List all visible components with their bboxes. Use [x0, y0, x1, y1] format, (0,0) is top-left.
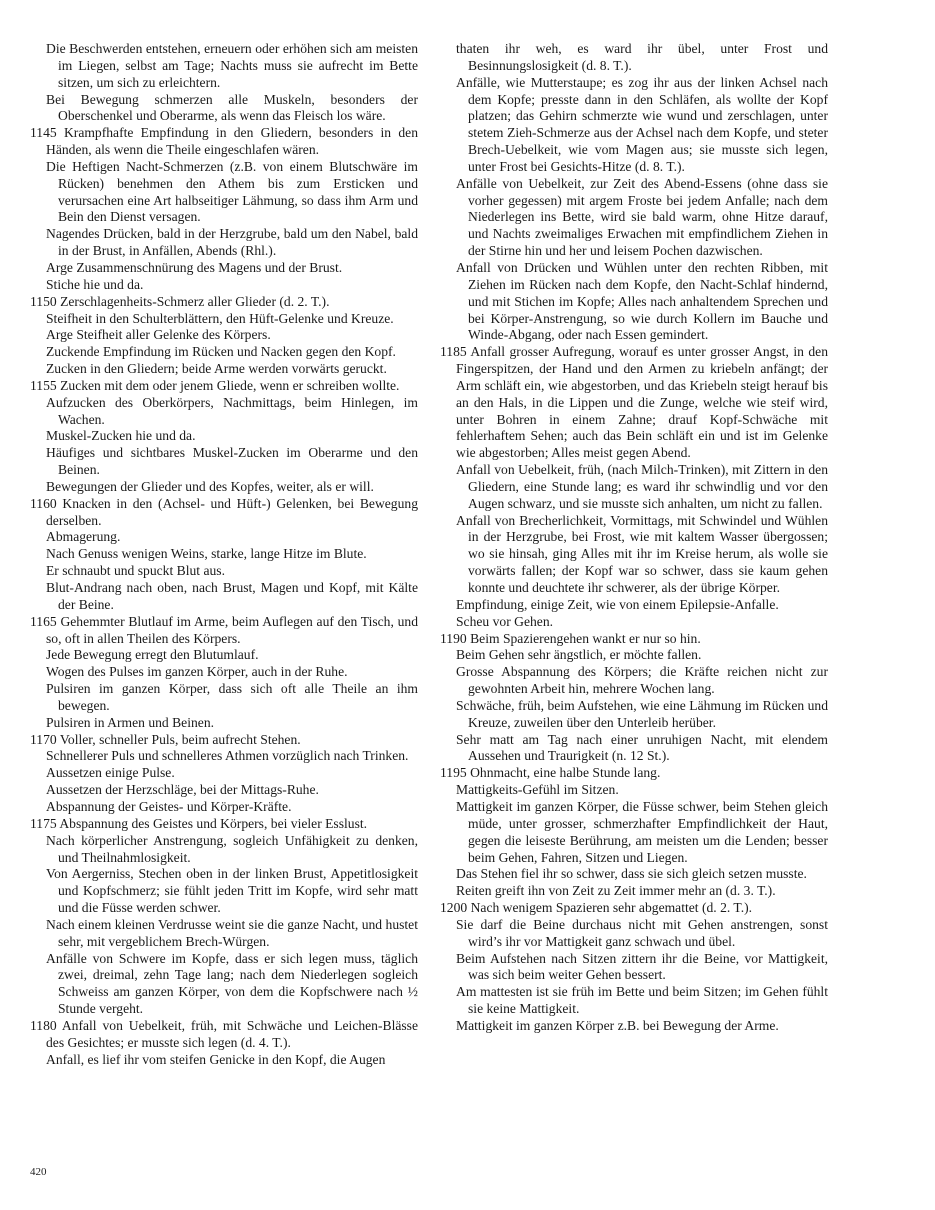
symptom-entry: [30, 580, 418, 614]
page-number: 420: [30, 1166, 47, 1178]
symptom-entry: [440, 698, 828, 732]
entry-text: Gehemmter Blutlauf im Arme, beim Auflegen auf den Tisch, und so, oft in allen Theilen des Körpers.: [46, 613, 419, 646]
symptom-entry: [30, 226, 418, 260]
entry-text: Anfälle von Uebelkeit, zur Zeit des Abend-Essens (ohne dass sie vorher gegessen) mit argem Froste bei jedem Anfalle; nach dem Niederlegen ins Bette, wird sie bald warm, ohne Hitze darauf, und Nachts zweimaliges Erwachen mit empfindlichem Ziehen in der Stirne hin und her und leisem Pochen dazwischen.: [456, 175, 828, 259]
entry-text: Sehr matt am Tag nach einer unruhigen Nacht, mit elendem Aussehen und Traurigkeit (n. 12 St.).: [456, 731, 828, 764]
entry-text: Zuckende Empfindung im Rücken und Nacken gegen den Kopf.: [46, 344, 396, 360]
symptom-entry: [440, 664, 828, 698]
entry-text: Pulsiren im ganzen Körper, dass sich oft alle Theile an ihm bewegen.: [46, 681, 418, 713]
entry-text: Aussetzen der Herzschläge, bei der Mittags-Ruhe.: [46, 782, 319, 798]
entry-text: Abspannung der Geistes- und Körper-Kräfte.: [46, 798, 292, 814]
entry-text: Reiten greift ihn von Zeit zu Zeit immer mehr an (d. 3. T.).: [456, 883, 776, 899]
entry-number: 1150: [30, 293, 57, 309]
entry-text: Voller, schneller Puls, beim aufrecht Stehen.: [59, 731, 301, 747]
symptom-entry: [30, 479, 418, 496]
symptom-entry: [440, 647, 828, 664]
symptom-entry: [440, 951, 828, 985]
entry-text: thaten ihr weh, es ward ihr übel, unter Frost und Besinnungslosigkeit (d. 8. T.).: [456, 41, 828, 73]
entry-text: Knacken in den (Achsel- und Hüft-) Gelenken, bei Bewegung derselben.: [46, 495, 418, 528]
entry-text: Anfall von Uebelkeit, früh, mit Schwäche und Leichen-Blässe des Gesichtes; er musste sich legen (d. 4. T.).: [46, 1017, 418, 1050]
entry-text: Ohnmacht, eine halbe Stunde lang.: [470, 765, 661, 781]
symptom-entry: [30, 546, 418, 563]
symptom-entry: [30, 159, 418, 226]
entry-text: Arge Zusammenschnürung des Magens und der Brust.: [46, 259, 343, 275]
entry-text: Mattigkeit im ganzen Körper, die Füsse schwer, beim Stehen gleich müde, unter grosser, schmerzhafter Empfindlichkeit der Haut, gegen die leiseste Berührung, am meisten um die Lenden; besser beim Gehen, Fahren, Sitzen und Liegen.: [456, 798, 828, 865]
symptom-entry: [440, 597, 828, 614]
symptom-entry: [30, 799, 418, 816]
symptom-entry: [440, 799, 828, 866]
entry-text: Die Beschwerden entstehen, erneuern oder erhöhen sich am meisten im Liegen, selbst am Tage; Nachts muss sie aufrecht im Bette sitzen, um sich zu erleichtern.: [46, 41, 418, 90]
symptom-entry: [30, 765, 418, 782]
symptom-entry: [30, 1052, 418, 1069]
symptom-entry: [30, 833, 418, 867]
entry-text: Blut-Andrang nach oben, nach Brust, Magen und Kopf, mit Kälte der Beine.: [46, 580, 418, 612]
symptom-entry: [440, 732, 828, 766]
symptom-entry: [440, 176, 828, 260]
symptom-entry: [30, 445, 418, 479]
entry-text: Empfindung, einige Zeit, wie von einem Epilepsie-Anfalle.: [456, 596, 779, 612]
symptom-entry: [30, 41, 418, 92]
symptom-entry: [30, 563, 418, 580]
entry-text: Abmagerung.: [46, 529, 121, 545]
entry-number: 1185: [440, 344, 467, 360]
entry-text: Bei Bewegung schmerzen alle Muskeln, besonders der Oberschenkel und Oberarme, als wenn das Fleisch los wäre.: [46, 91, 418, 124]
symptom-entry: [30, 496, 418, 530]
symptom-entry: [30, 395, 418, 429]
entry-text: Stiche hie und da.: [46, 276, 144, 292]
entry-text: Krampfhafte Empfindung in den Gliedern, besonders in den Händen, als wenn die Theile eingeschlafen wären.: [46, 125, 418, 158]
entry-text: Er schnaubt und spuckt Blut aus.: [46, 563, 225, 579]
symptom-entry: [30, 92, 418, 126]
right-column: [440, 41, 828, 1035]
entry-text: Bewegungen der Glieder und des Kopfes, weiter, als er will.: [46, 478, 374, 494]
symptom-entry: [440, 631, 828, 648]
entry-text: Anfall, es lief ihr vom steifen Genicke in den Kopf, die Augen: [46, 1051, 386, 1067]
entry-number: 1160: [30, 495, 57, 511]
symptom-entry: [440, 917, 828, 951]
entry-text: Von Aergerniss, Stechen oben in der linken Brust, Appetitlosigkeit und Kopfschmerz; sie fühlt jeden Tritt im Kopfe, wird sehr matt und die Füsse werden schwer.: [46, 866, 418, 916]
entry-text: Arge Steifheit aller Gelenke des Körpers.: [46, 327, 271, 343]
symptom-entry: [30, 647, 418, 664]
symptom-entry: [440, 344, 828, 462]
entry-text: Nach wenigem Spazieren sehr abgemattet (d. 2. T.).: [470, 900, 753, 916]
symptom-entry: [30, 951, 418, 1018]
symptom-entry: [440, 984, 828, 1018]
entry-text: Häufiges und sichtbares Muskel-Zucken im Oberarme und den Beinen.: [46, 445, 418, 478]
entry-number: 1180: [30, 1017, 57, 1033]
entry-text: Steifheit in den Schulterblättern, den Hüft-Gelenke und Kreuze.: [46, 310, 394, 326]
symptom-entry: [440, 1018, 828, 1035]
entry-text: Die Heftigen Nacht-Schmerzen (z.B. von einem Blutschwäre im Rücken) benehmen den Athem bis zum Ersticken und verursachen eine Art halbseitiger Lähmung, so dass ihm Arm und Bein den Dienst versagen.: [46, 158, 418, 225]
symptom-entry: [440, 614, 828, 631]
entry-text: Schnellerer Puls und schnelleres Athmen vorzüglich nach Trinken.: [46, 748, 409, 764]
entry-text: Aussetzen einige Pulse.: [46, 765, 175, 781]
symptom-entry: [30, 614, 418, 648]
symptom-entry: [440, 866, 828, 883]
symptom-entry: [30, 294, 418, 311]
entry-text: Anfälle von Schwere im Kopfe, dass er sich legen muss, täglich zwei, dreimal, zehn Tage lang; nach dem Niederlegen sogleich Schweiss am ganzen Körper, von dem die Kopfschwere nach ½ Stunde vergeht.: [46, 950, 418, 1017]
symptom-entry: [440, 782, 828, 799]
symptom-entry: [30, 344, 418, 361]
entry-text: Nach einem kleinen Verdrusse weint sie die ganze Nacht, und hustet sehr, mit vergeblichem Brech-Würgen.: [46, 916, 418, 949]
symptom-entry: [30, 816, 418, 833]
entry-text: Anfälle, wie Mutterstaupe; es zog ihr aus der linken Achsel nach dem Kopfe; presste dann in den Schläfen, als wollte der Kopf platzen; das Gehirn schmerzte wie wund und zerschlagen, unter stetem Zieh-Schmerze aus der Achsel nach dem Kopfe, und steter Brech-Uebelkeit, wie vom Magen aus; sie musste sich legen, unter Frost bei Gesichts-Hitze (d. 8. T.).: [456, 74, 828, 174]
entry-text: Beim Spazierengehen wankt er nur so hin.: [470, 630, 701, 646]
symptom-entry: [30, 917, 418, 951]
symptom-entry: [30, 732, 418, 749]
entry-text: Zerschlagenheits-Schmerz aller Glieder (d. 2. T.).: [60, 293, 330, 309]
entry-text: Schwäche, früh, beim Aufstehen, wie eine Lähmung im Rücken und Kreuze, zuweilen über den Unterleib herüber.: [456, 697, 828, 730]
symptom-entry: [30, 361, 418, 378]
entry-number: 1170: [30, 731, 57, 747]
entry-number: 1175: [30, 815, 57, 831]
symptom-entry: [440, 75, 828, 176]
entry-text: Wogen des Pulses im ganzen Körper, auch in der Ruhe.: [46, 664, 348, 680]
entry-text: Anfall von Drücken und Wühlen unter den rechten Ribben, mit Ziehen im Rücken nach dem Kopfe, den Nacht-Schlaf hindernd, und mit Stichen im Kopfe; Alles nach anhaltendem Sprechen und bei Körper-Anstrengung, so wie durch Kollern im Bauche und Winde-Abgang, oder nach Essen gemindert.: [456, 259, 828, 343]
entry-number: 1195: [440, 765, 467, 781]
symptom-entry: [30, 1018, 418, 1052]
entry-text: Muskel-Zucken hie und da.: [46, 428, 196, 444]
entry-text: Scheu vor Gehen.: [456, 613, 554, 629]
entry-text: Anfall grosser Aufregung, worauf es unter grosser Angst, in den Fingerspitzen, der Hand und den Armen zu kriebeln anfängt; der Arm schläft ein, wie abgestorben, und das Kriebeln steigt herauf bis an den Hals, in die Lippen und die Zunge, welche wie steif wird, unter Bohren in einem Zahne; drauf Kopf-Schwäche mit fehlerhaftem Sehen; auch das Bein schläft ein und ist im Gelenke wie abgestorben; Alles meist gegen Abend.: [456, 344, 828, 461]
symptom-entry: [440, 883, 828, 900]
symptom-entry: [440, 900, 828, 917]
entry-text: Beim Aufstehen nach Sitzen zittern ihr die Beine, vor Mattigkeit, was sich beim weiter Gehen bessert.: [456, 950, 828, 983]
symptom-entry: [30, 378, 418, 395]
entry-number: 1145: [30, 125, 57, 141]
entry-text: Mattigkeits-Gefühl im Sitzen.: [456, 782, 619, 798]
entry-text: Sie darf die Beine durchaus nicht mit Gehen anstrengen, sonst wird’s ihr vor Mattigkeit ganz schwach und übel.: [456, 916, 828, 949]
symptom-entry: [30, 866, 418, 917]
entry-text: Zucken mit dem oder jenem Gliede, wenn er schreiben wollte.: [60, 377, 400, 393]
entry-text: Jede Bewegung erregt den Blutumlauf.: [46, 647, 259, 663]
symptom-entry: [30, 748, 418, 765]
symptom-entry: [440, 41, 828, 75]
entry-text: Abspannung des Geistes und Körpers, bei vieler Esslust.: [59, 815, 368, 831]
symptom-entry: [440, 462, 828, 513]
entry-text: Beim Gehen sehr ängstlich, er möchte fallen.: [456, 647, 702, 663]
entry-text: Das Stehen fiel ihr so schwer, dass sie sich gleich setzen musste.: [456, 866, 807, 882]
symptom-entry: [30, 260, 418, 277]
entry-text: Anfall von Brecherlichkeit, Vormittags, mit Schwindel und Wühlen in der Herzgrube, bei Frost, wie mit kaltem Wasser übergossen; wo sie hinsah, ging Alles mit ihr im Kreise herum, als wolle sie vorwärts fallen; der Kopf war so schwer, dass sie kaum gehen konnte und deuchtete ihr schwerer, als der übrige Körper.: [456, 512, 828, 595]
symptom-entry: [440, 513, 828, 597]
symptom-entry: [30, 715, 418, 732]
symptom-entry: [30, 782, 418, 799]
entry-text: Aufzucken des Oberkörpers, Nachmittags, beim Hinlegen, im Wachen.: [46, 394, 418, 427]
entry-text: Nach körperlicher Anstrengung, sogleich Unfähigkeit zu denken, und Theilnahmlosigkeit.: [46, 832, 418, 865]
entry-text: Am mattesten ist sie früh im Bette und beim Sitzen; im Gehen fühlt sie keine Mattigkeit.: [456, 984, 828, 1017]
symptom-entry: [440, 765, 828, 782]
entry-text: Nagendes Drücken, bald in der Herzgrube, bald um den Nabel, bald in der Brust, in Anfällen, Abends (Rhl.).: [46, 226, 418, 259]
symptom-entry: [30, 428, 418, 445]
left-column: [30, 41, 418, 1068]
entry-text: Nach Genuss wenigen Weins, starke, lange Hitze im Blute.: [46, 546, 367, 562]
entry-text: Mattigkeit im ganzen Körper z.B. bei Bewegung der Arme.: [456, 1017, 779, 1033]
symptom-entry: [30, 277, 418, 294]
entry-number: 1155: [30, 377, 57, 393]
symptom-entry: [440, 260, 828, 344]
symptom-entry: [30, 664, 418, 681]
symptom-entry: [30, 529, 418, 546]
entry-number: 1165: [30, 613, 57, 629]
symptom-entry: [30, 327, 418, 344]
entry-text: Zucken in den Gliedern; beide Arme werden vorwärts geruckt.: [46, 361, 387, 377]
entry-text: Grosse Abspannung des Körpers; die Kräfte reichen nicht zur gewohnten Arbeit hin, mehrere Wochen lang.: [456, 664, 828, 697]
entry-text: Pulsiren in Armen und Beinen.: [46, 714, 215, 730]
entry-text: Anfall von Uebelkeit, früh, (nach Milch-Trinken), mit Zittern in den Gliedern, eine Stunde lang; es ward ihr schwindlig und vor den Augen schwarz, und sie musste sich anhalten, um nicht zu fallen.: [456, 462, 828, 511]
symptom-entry: [30, 681, 418, 715]
entry-number: 1200: [440, 900, 468, 916]
symptom-entry: [30, 311, 418, 328]
symptom-entry: [30, 125, 418, 159]
entry-number: 1190: [440, 630, 467, 646]
